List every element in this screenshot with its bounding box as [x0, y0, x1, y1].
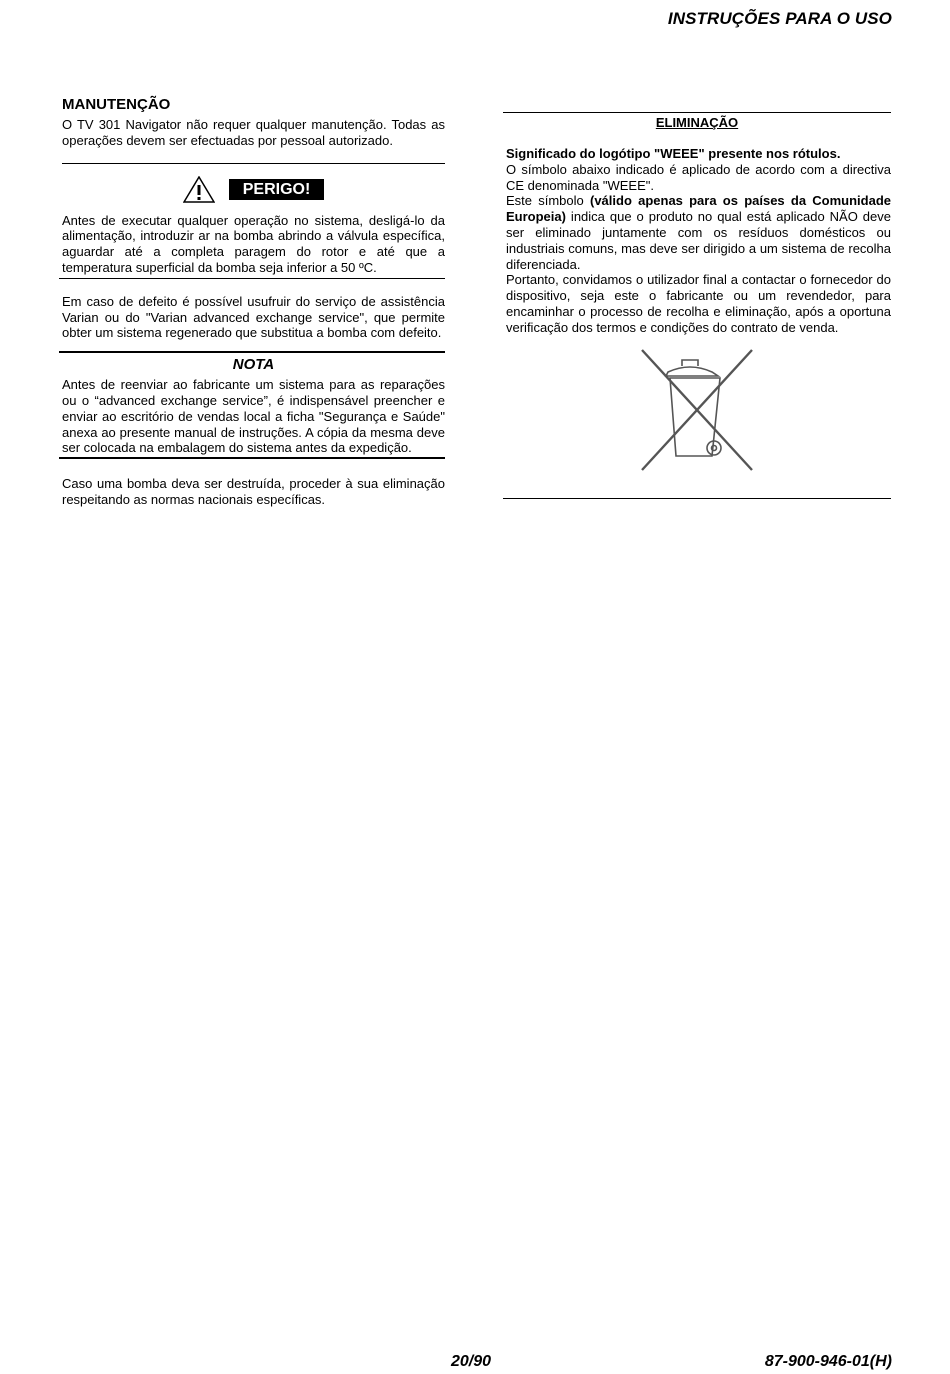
divider — [59, 278, 445, 279]
weee-crossed-bin-icon — [638, 348, 756, 474]
service-text: Em caso de defeito é possível usufruir do serviço de assistência Varian ou do "Varian advanced exchange service", que permite obter um sistema regenerado que substitua a bomba com defeito. — [62, 293, 445, 341]
elimination-heading: ELIMINAÇÃO — [655, 115, 739, 130]
elimination-column — [503, 112, 891, 499]
weee-text-2-bold: (válido apenas para os países da Comunidade Europeia) — [506, 193, 891, 225]
divider — [62, 163, 445, 164]
weee-text-2-prefix: Este símbolo — [506, 193, 590, 209]
maintenance-column — [62, 96, 445, 508]
danger-text: Antes de executar qualquer operação no sistema, desligá-lo da alimentação, introduzir ar na bomba abrindo a válvula específica, aguardar até a completa paragem do rotor e até que a temperatura superficial da bomba seja inferior a 50 ºC. — [62, 212, 445, 275]
danger-banner — [62, 176, 445, 203]
weee-text-2-suffix: indica que o produto no qual está aplicado NÃO deve ser eliminado juntamente com os resíduos domésticos ou industriais comuns, mas deve ser dirigido a um sistema de recolha diferenciada. — [506, 209, 891, 272]
danger-label: PERIGO! — [229, 179, 325, 200]
disposal-text: Caso uma bomba deva ser destruída, proceder à sua eliminação respeitando as normas nacionais específicas. — [62, 476, 445, 507]
document-number: 87-900-946-01(H) — [764, 1353, 892, 1370]
note-text: Antes de reenviar ao fabricante um sistema para as reparações ou o “advanced exchange service”, é indispensável preencher e enviar ao escritório de vendas local a ficha "Segurança e Saúde" anexa ao presente manual de instruções. A cópia da mesma deve ser colocada na embalagem do sistema antes da expedição. — [62, 377, 445, 456]
note-title: NOTA — [232, 356, 275, 374]
weee-subheading: Significado do logótipo "WEEE" presente nos rótulos. — [506, 146, 841, 161]
weee-text-3: Portanto, convidamos o utilizador final a contactar o fornecedor do dispositivo, seja este o fabricante ou um revendedor, para encaminhar o processo de recolha e eliminação, após a oportuna verificação dos termos e condições do contrato de venda. — [506, 272, 891, 335]
page-header-title: INSTRUÇÕES PARA O USO — [667, 9, 892, 28]
note-bottom-rule — [59, 457, 445, 459]
warning-triangle-icon — [183, 176, 215, 203]
maintenance-heading: MANUTENÇÃO — [62, 96, 171, 113]
page-number: 20/90 — [451, 1353, 492, 1370]
weee-text-1: O símbolo abaixo indicado é aplicado de acordo com a directiva CE denominada "WEEE". — [506, 161, 891, 193]
divider — [503, 112, 891, 113]
note-top-rule — [59, 351, 445, 353]
weee-text-2 — [506, 193, 891, 272]
maintenance-intro: O TV 301 Navigator não requer qualquer manutenção. Todas as operações devem ser efectuadas por pessoal autorizado. — [62, 117, 445, 148]
divider — [503, 498, 891, 499]
